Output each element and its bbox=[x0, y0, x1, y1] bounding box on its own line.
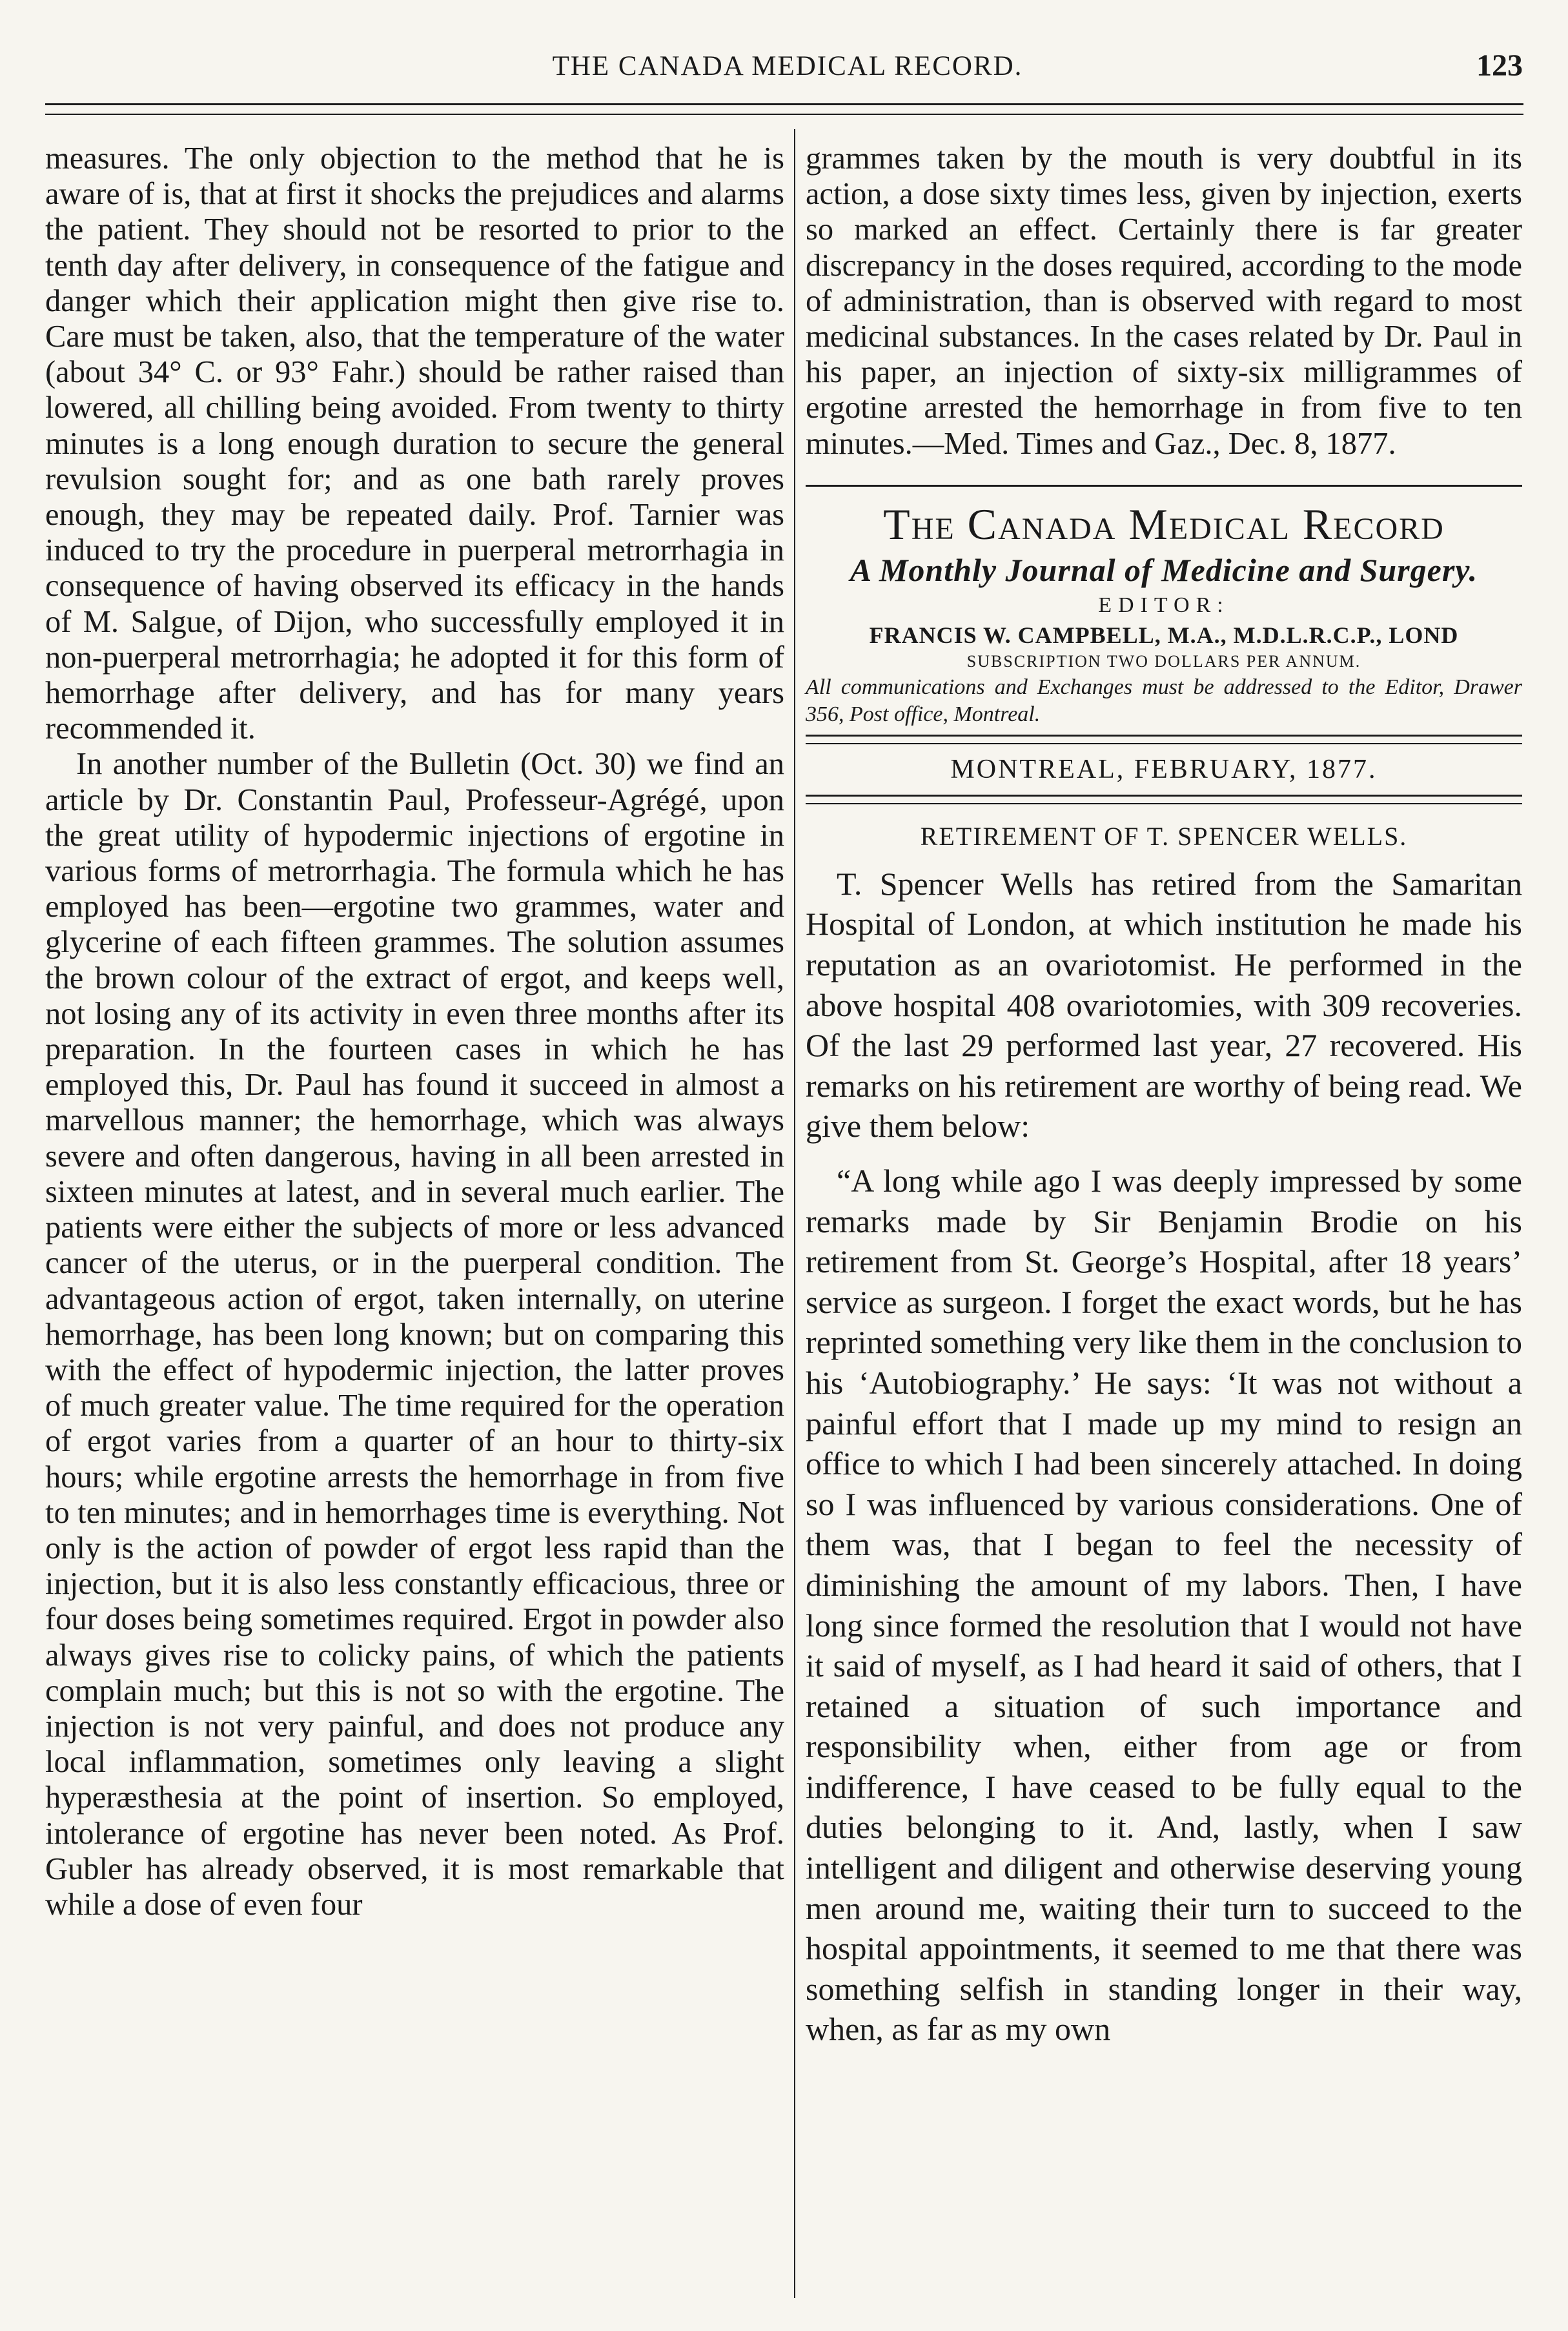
header-rule-top bbox=[45, 103, 1523, 105]
page-number: 123 bbox=[1476, 48, 1523, 83]
article-body bbox=[806, 864, 1522, 2050]
dateline-rule-2 bbox=[806, 803, 1522, 804]
masthead-title: The Canada Medical Record bbox=[883, 499, 1445, 549]
masthead-rule-bottom-2 bbox=[806, 743, 1522, 744]
masthead-rule-top bbox=[806, 485, 1522, 487]
left-paragraph-1: measures. The only objection to the method that he is aware of is, that at first it shocks the prejudices and alarms the patient. They should not be resorted to prior to the tenth day after delivery, in consequence of the fatigue and danger which their application might then give rise to. Care must be taken, also, that the temperature of the water (about 34° C. or 93° Fahr.) should be rather raised than lowered, all chilling being avoided. From twenty to thirty minutes is a long enough duration to secure the general revulsion sought for; and as one bath rarely proves enough, they may be repeated daily. Prof. Tarnier was induced to try the procedure in puerperal metrorrhagia in consequence of having observed its efficacy in the hands of M. Salgue, of Dijon, who successfully employed it in non-puerperal metrorrhagia; he adopted it for this form of hemorrhage after delivery, and has for many years recommended it. bbox=[45, 141, 784, 746]
right-column bbox=[806, 141, 1522, 2050]
left-column bbox=[45, 141, 784, 1922]
masthead-editor: FRANCIS W. CAMPBELL, M.A., M.D.L.R.C.P., LOND bbox=[869, 622, 1459, 648]
journal-masthead bbox=[806, 485, 1522, 744]
masthead-subscription: SUBSCRIPTION TWO DOLLARS PER ANNUM. bbox=[966, 651, 1361, 671]
masthead-subtitle: A Monthly Journal of Medicine and Surgery. bbox=[850, 551, 1478, 588]
dateline: MONTREAL, FEBRUARY, 1877. bbox=[950, 754, 1378, 784]
left-paragraph-2: In another number of the Bulletin (Oct. 30) we find an article by Dr. Constantin Paul, Professeur-Agrégé, upon the great utility of hypodermic injections of ergotine in various forms of metrorrhagia. The formula which he has employed has been—ergotine two grammes, water and glycerine of each fifteen grammes. The solution assumes the brown colour of the extract of ergot, and keeps well, not losing any of its activity in even three months after its preparation. In the fourteen cases in which he has employed this, Dr. Paul has found it succeed in almost a marvellous manner; the hemorrhage, which was always severe and often dangerous, having in all been arrested in sixteen minutes at latest, and in several much earlier. The patients were either the subjects of more or less advanced cancer of the uterus, or in the puerperal condition. The advantageous action of ergot, taken internally, on uterine hemorrhage, has been long known; but on comparing this with the effect of hypodermic injection, the latter proves of much greater value. The time required for the operation of ergot varies from a quarter of an hour to thirty-six hours; while ergotine arrests the hemorrhage in from five to ten minutes; and in hemorrhages time is everything. Not only is the action of powder of ergot less rapid than the injection, but it is also less constantly efficacious, three or four doses being sometimes required. Ergot in powder also always gives rise to colicky pains, of which the patients complain much; but this is not so with the ergotine. The injection is not very painful, and does not produce any local inflammation, sometimes only leaving a slight hyperæsthesia at the point of insertion. So employed, intolerance of ergotine has never been noted. As Prof. Gubler has already observed, it is most remarkable that while a dose of even four bbox=[45, 747, 784, 1922]
right-continuation-paragraph: grammes taken by the mouth is very doubtful in its action, a dose sixty times less, given by injection, exerts so marked an effect. Certainly there is far greater discrepancy in the doses required, according to the mode of administration, than is observed with regard to most medicinal substances. In the cases related by Dr. Paul in his paper, an injection of sixty-six milligrammes of ergotine arrested the hemorrhage in from five to ten minutes.—Med. Times and Gaz., Dec. 8, 1877. bbox=[806, 141, 1522, 461]
masthead-note: All communications and Exchanges must be addressed to the Editor, Drawer 356, Post office, Montreal. bbox=[806, 675, 1522, 726]
article-paragraph-2: “A long while ago I was deeply impressed by some remarks made by Sir Benjamin Brodie on his retirement from St. George’s Hospital, after 18 years’ service as surgeon. I forget the exact words, but he has reprinted something very like them in the conclusion to his ‘Autobiography.’ He says: ‘It was not without a painful effort that I made up my mind to resign an office to which I had been sincerely attached. In doing so I was influenced by various considerations. One of them was, that I began to feel the necessity of diminishing the amount of my labors. Then, I have long since formed the resolution that I would not have it said of myself, as I had heard it said of others, that I retained a situation of such importance and responsibility when, either from age or from indifference, I have ceased to be fully equal to the duties belonging to it. And, lastly, when I saw intelligent and diligent and otherwise deserving young men around me, waiting their turn to succeed to the hospital appointments, it seemed to me that there was something selfish in standing longer in their way, when, as far as my own bbox=[806, 1162, 1522, 2048]
masthead-rule-bottom bbox=[806, 735, 1522, 737]
article-paragraph-1: T. Spencer Wells has retired from the Samaritan Hospital of London, at which institution he made his reputation as an ovariotomist. He performed in the above hospital 408 ovariotomies, with 309 recoveries. Of the last 29 performed last year, 27 recovered. His remarks on his retirement are worthy of being read. We give them below: bbox=[806, 865, 1522, 1145]
masthead-editor-label: EDITOR: bbox=[1098, 593, 1230, 617]
dateline-rule bbox=[806, 795, 1522, 797]
article-title: RETIREMENT OF T. SPENCER WELLS. bbox=[920, 821, 1408, 851]
running-title: THE CANADA MEDICAL RECORD. bbox=[552, 51, 1023, 81]
header-rule-bottom bbox=[45, 114, 1523, 115]
column-divider bbox=[794, 129, 795, 2298]
